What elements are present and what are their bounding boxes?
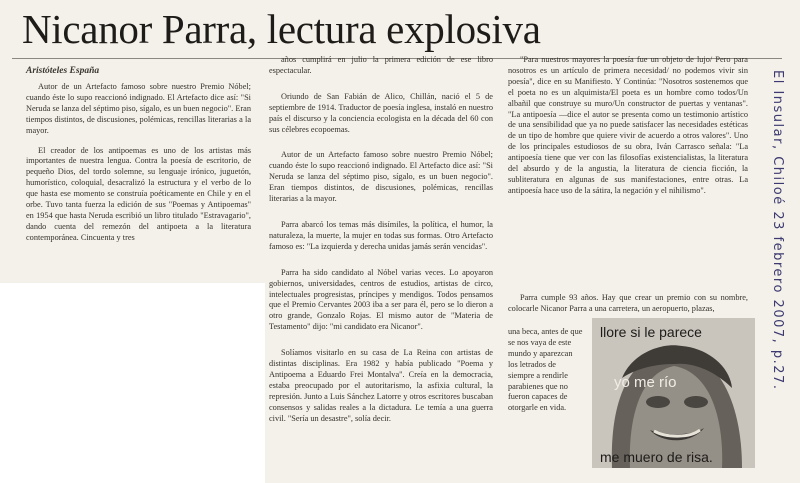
column-3 xyxy=(508,55,748,197)
byline: Aristóteles España xyxy=(26,66,100,76)
paragraph: Autor de un Artefacto famoso sobre nuestro Premio Nóbel; cuando éste lo supo reaccionó indignado. El Artefacto dice así: "Si Neruda se lanza del séptimo piso, sígalo, es un buen negocio". Eran tiempos distintos, de discusiones, polémicas, rencillas literarias a la mayor. xyxy=(26,82,251,135)
handwritten-source-note xyxy=(743,70,793,480)
paragraph: Parra ha sido candidato al Nóbel varias veces. Lo apoyaron gobiernos, universidades, centros de estudios, artistas de circo, intelectuales progresistas, príncipes y mendigos. Todos pensamos que el Premio Cervantes 2003 iba a ser para él, pero se lo dieron a otro grande, Gonzalo Rojas. El mismo autor de "Materia de Testamento" dijo: "mi candidato era Nicanor". xyxy=(269,267,493,332)
portrait-image xyxy=(592,318,755,468)
column-3-narrow xyxy=(508,327,584,414)
photo-middle-caption: yo me río xyxy=(614,374,677,391)
portrait-photo xyxy=(592,318,755,468)
column-1 xyxy=(26,82,251,244)
headline: Nicanor Parra, lectura explosiva xyxy=(22,6,541,52)
paragraph: "Para nuestros mayores la poesía fue un objeto de lujo/ Pero para nosotros es un artículo de primera necesidad/ no podemos vivir sin poesía", dice en su Manifiesto. Y Continúa: "Nosotros sostenemos que el poeta no es un alquimista/El poeta es un hombre como todos/Un albañil que construye su muro/Un constructor de puertas y ventanas". "La antipoesía —dice el autor se presenta como un testimonio artístico de una sensibilidad que ya no puede satisfacer las necesidades estéticas de un tipo de hombre que quiere vivir de acuerdo a otros valores". Uno de los principales estudiosos de su obra, Iván Carrasco señala: "La antipoesía tiene que ver con las filosofías existencialistas, la literatura del absurdo y de la angustia, la literatura de ciencia ficción, la subliteratura en algunas de sus manifestaciones, entre otras. La antipoesía hace uso de la sátira, la negación y el nihilismo". xyxy=(508,55,748,195)
column-2 xyxy=(269,55,493,424)
blank-area xyxy=(0,283,265,483)
photo-bottom-caption: me muero de risa. xyxy=(600,449,713,465)
paragraph: Parra cumple 93 años. Hay que crear un premio con su nombre, colocarle Nicanor Parra a una carretera, un aeropuerto, plazas, xyxy=(508,293,748,313)
handwritten-note-text: El Insular, Chiloé 23 febrero 2007, p.27. xyxy=(770,70,785,391)
paragraph: Autor de un Artefacto famoso sobre nuestro Premio Nóbel; cuando éste lo supo reaccionó indignado. El Artefacto dice así: "Si Neruda se lanza del séptimo piso, sígalo, es un buen negocio". Eran tiempos distintos, de discusiones, polémicas, rencillas literarias a la mayor. xyxy=(269,150,493,204)
column-3-closing xyxy=(508,293,748,315)
paragraph: años cumplirá en julio la primera edición de ese libro espectacular. xyxy=(269,55,493,75)
paragraph: una beca, antes de que se nos vaya de este mundo y aparezcan los letrados de siempre a rendirle parabienes que no fueron capaces de otorgarle en vida. xyxy=(508,327,583,413)
paragraph: El creador de los antipoemas es uno de los artistas más importantes de nuestra lengua. Contra la poesía de escritorio, de pequeño Dios, del tordo solemne, su lenguaje irónico, juguetón, humorístico, coloquial, desacralizó la estructura y el verbo de lo que hasta ese momento se construía poéticamente en Chile y en el orbe. Tuvo tanta fuerza la edición de sus "Poemas y Antipoemas" en 1954 que hasta Neruda escribió un libro titulado "Estravagario", dando cuenta del remezón del antipoeta a la literatura contemporánea. Cincuenta y tres xyxy=(26,145,251,242)
photo-top-caption: llore si le parece xyxy=(600,324,702,340)
paragraph: Parra abarcó los temas más disímiles, la política, el humor, la naturaleza, la muerte, la mujer en todas sus formas. Otro Artefacto famoso es: "La izquierda y derecha unidas jamás serán vencidas". xyxy=(269,219,493,251)
paragraph: Solíamos visitarlo en su casa de La Reina con artistas de distintas disciplinas. Era 1982 y había publicado "Poema y Antipoema a Eduardo Frei Montalva". Creía en la democracia, estaba preocupado por el autoritarismo, la asfixia cultural, la represión. Junto a Luis Sánchez Latorre y otros escritores buscaban consensos y salidas reales a la dictadura. Le temía a una guerra civil. "Sería un desastre", solía decir. xyxy=(269,348,493,423)
paragraph: Oriundo de San Fabián de Alico, Chillán, nació el 5 de septiembre de 1914. Traductor de poesía inglesa, instaló en nuestro país el discurso y la conciencia ecologista en la década del 60 con sus célebres ecopoemas. xyxy=(269,91,493,134)
